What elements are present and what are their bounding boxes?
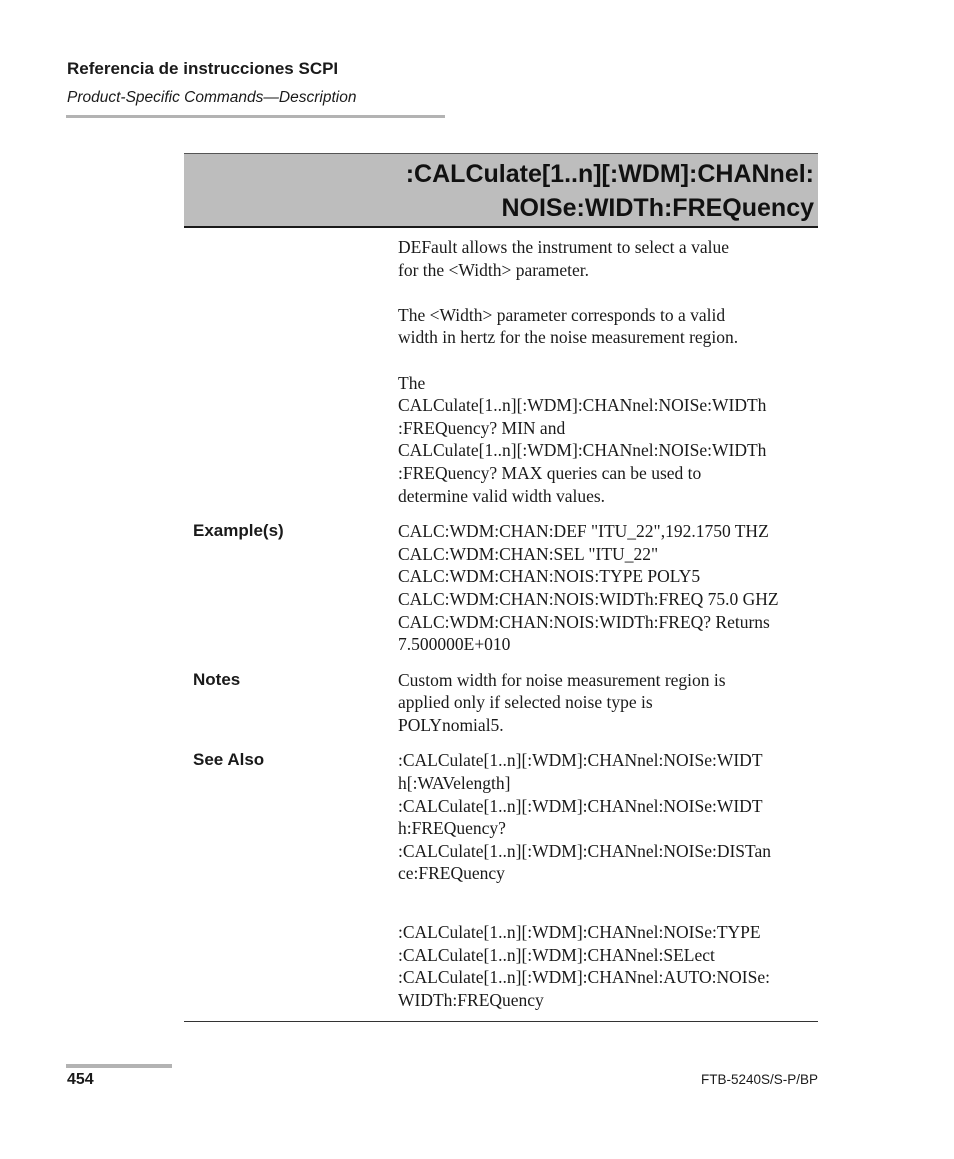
see-also-line: :CALCulate[1..n][:WDM]:CHANnel:NOISe:WIDT bbox=[398, 795, 763, 816]
example-line: 7.500000E+010 bbox=[398, 634, 511, 655]
chapter-title: Referencia de instrucciones SCPI bbox=[67, 59, 339, 78]
command-reference-table bbox=[184, 236, 818, 1011]
see-also-row bbox=[184, 749, 818, 1011]
notes-body bbox=[389, 669, 818, 737]
see-also-label: See Also bbox=[193, 750, 265, 770]
see-also-line: h[:WAVelength] bbox=[398, 773, 511, 794]
running-head bbox=[67, 58, 445, 108]
notes-label: Notes bbox=[193, 669, 241, 689]
description-paragraph: DEFault allows the instrument to select a value for the <Width> parameter. bbox=[398, 237, 729, 280]
see-also-line: :CALCulate[1..n][:WDM]:CHANnel:NOISe:WIDT bbox=[398, 750, 763, 771]
examples-body bbox=[389, 520, 818, 656]
see-also-line: :CALCulate[1..n][:WDM]:CHANnel:AUTO:NOISe: bbox=[398, 967, 770, 988]
section-subtitle: Product-Specific Commands—Description bbox=[67, 89, 357, 106]
examples-row bbox=[184, 520, 818, 656]
description-paragraph: The <Width> parameter corresponds to a valid width in hertz for the noise measurement region. bbox=[398, 304, 739, 348]
example-line: CALC:WDM:CHAN:NOIS:WIDTh:FREQ? Returns bbox=[398, 611, 770, 632]
example-line: CALC:WDM:CHAN:DEF "ITU_22",192.1750 THZ bbox=[398, 521, 769, 542]
description-paragraph: The CALCulate[1..n][:WDM]:CHANnel:NOISe:WIDTh :FREQuency? MIN and CALCulate[1..n][:WDM]:CHANnel:NOISe:WIDTh :FREQuency? MAX queries can be used to determine valid width values. bbox=[398, 372, 767, 506]
footer-divider bbox=[66, 1064, 172, 1068]
command-title-line-1: :CALCulate[1..n][:WDM]:CHANnel: bbox=[405, 160, 814, 188]
example-line: CALC:WDM:CHAN:NOIS:WIDTh:FREQ 75.0 GHZ bbox=[398, 588, 779, 609]
see-also-line: :CALCulate[1..n][:WDM]:CHANnel:SELect bbox=[398, 944, 715, 965]
command-title-line-2: NOISe:WIDTh:FREQuency bbox=[501, 194, 814, 222]
see-also-body bbox=[389, 749, 818, 1011]
page-number: 454 bbox=[67, 1071, 94, 1088]
see-also-line: h:FREQuency? bbox=[398, 818, 506, 839]
see-also-line: :CALCulate[1..n][:WDM]:CHANnel:NOISe:DISTan bbox=[398, 840, 772, 861]
notes-text: Custom width for noise measurement region is applied only if selected noise type is POLYnomial5. bbox=[398, 669, 726, 735]
product-name: FTB-5240S/S-P/BP bbox=[700, 1072, 818, 1087]
example-line: CALC:WDM:CHAN:NOIS:TYPE POLY5 bbox=[398, 566, 701, 587]
command-title-banner bbox=[184, 153, 818, 228]
see-also-line: ce:FREQuency bbox=[398, 863, 505, 884]
see-also-line: :CALCulate[1..n][:WDM]:CHANnel:NOISe:TYPE bbox=[398, 922, 761, 943]
header-divider bbox=[66, 115, 445, 118]
examples-label: Example(s) bbox=[193, 521, 284, 541]
description-label bbox=[184, 236, 389, 507]
description-row bbox=[184, 236, 818, 507]
description-body bbox=[389, 236, 818, 507]
table-bottom-divider bbox=[184, 1021, 818, 1022]
example-line: CALC:WDM:CHAN:SEL "ITU_22" bbox=[398, 543, 659, 564]
see-also-line: WIDTh:FREQuency bbox=[398, 989, 544, 1010]
notes-row bbox=[184, 669, 818, 737]
